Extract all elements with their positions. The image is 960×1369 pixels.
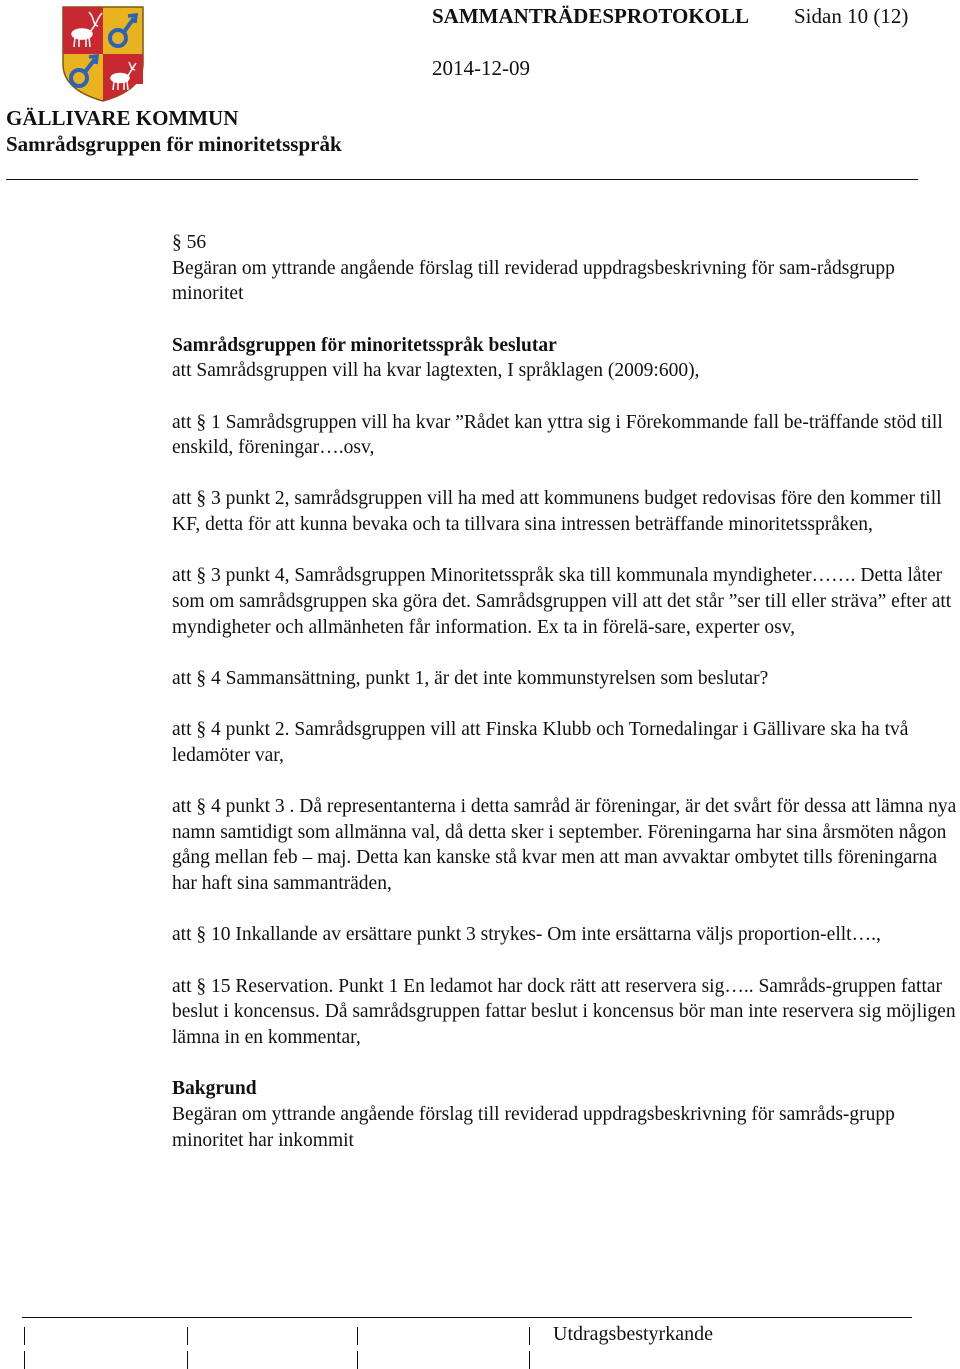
document-title: SAMMANTRÄDESPROTOKOLL — [432, 4, 749, 28]
decision-point: att § 1 Samrådsgruppen vill ha kvar ”Rådet kan yttra sig i Förekommande fall be-träffande stöd till enskild, föreningar….osv, — [172, 411, 943, 459]
decision-point: att Samrådsgruppen vill ha kvar lagtexten, I språklagen (2009:600), — [172, 360, 700, 382]
signature-box-divider — [187, 1327, 188, 1345]
header-divider — [6, 179, 918, 180]
item-number: § 56 — [172, 232, 207, 253]
decision-point: att § 3 punkt 4, Samrådsgruppen Minoritetsspråk ska till kommunala myndigheter……. Detta låter som om samrådsgruppen ska göra det. Samrådsgruppen vill att det står ”ser till eller sträva” efter att myndigheter och allmänheten får information. Ex ta in förelä-sare, experter osv, — [172, 565, 952, 638]
organization-name: GÄLLIVARE KOMMUN — [6, 106, 239, 130]
signature-box-divider — [24, 1351, 25, 1369]
decision-point: att § 4 punkt 3 . Då representanterna i detta samråd är föreningar, är det svårt för dessa att lämna nya namn samtidigt som allmänna val, då detta sker i september. Föreningarna har sina årsmöten någon gång mellan feb – maj. Detta kan kanske stå kvar men att man avvaktar ombytet tills föreningarna har haft sina sammanträden, — [172, 796, 957, 895]
page-number: Sidan 10 (12) — [794, 4, 909, 28]
signature-box-divider — [529, 1351, 530, 1369]
group-name: Samrådsgruppen för minoritetsspråk — [6, 132, 342, 156]
decision-point: att § 3 punkt 2, samrådsgruppen vill ha med att kommunens budget redovisas före den kommer till KF, detta för att kunna bevaka och ta tillvara sina intressen beträffande minoritetsspråken, — [172, 488, 942, 536]
background-heading: Bakgrund — [172, 1078, 257, 1100]
decision-point: att § 4 Sammansättning, punkt 1, är det inte kommunstyrelsen som beslutar? — [172, 667, 769, 689]
meeting-date: 2014-12-09 — [432, 56, 530, 80]
background-text: Begäran om yttrande angående förslag till reviderad uppdragsbeskrivning för samråds-grupp minoritet har inkommit — [172, 1103, 895, 1151]
signature-box-divider — [24, 1327, 25, 1345]
footer-divider — [22, 1317, 912, 1318]
signature-box-divider — [529, 1327, 530, 1345]
signature-box-divider — [357, 1351, 358, 1369]
coat-of-arms-icon — [62, 6, 144, 102]
decision-point: att § 15 Reservation. Punkt 1 En ledamot har dock rätt att reservera sig….. Samråds-gruppen fattar beslut i koncensus. Då samrådsgruppen fattar beslut i koncensus bör man inte reservera sig möjligen lämna in en kommentar, — [172, 975, 956, 1048]
signature-box-divider — [357, 1327, 358, 1345]
decision-point: att § 10 Inkallande av ersättare punkt 3 strykes- Om inte ersättarna väljs proportion-ellt…., — [172, 924, 881, 946]
minutes-body — [172, 230, 960, 1153]
decision-point: att § 4 punkt 2. Samrådsgruppen vill att Finska Klubb och Tornedalingar i Gällivare ska ha två ledamöter var, — [172, 719, 909, 766]
signature-box-divider — [187, 1351, 188, 1369]
decision-heading: Samrådsgruppen för minoritetsspråk beslutar — [172, 334, 557, 356]
extract-certification-label: Utdragsbestyrkande — [553, 1323, 713, 1345]
item-title: Begäran om yttrande angående förslag till reviderad uppdragsbeskrivning för sam-rådsgrupp minoritet — [172, 257, 895, 305]
